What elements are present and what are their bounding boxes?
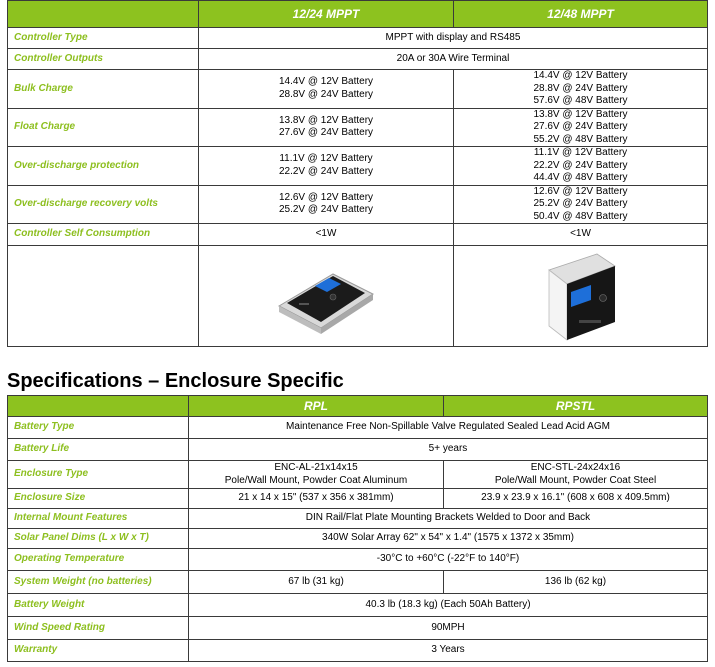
- cell-b: 136 lb (62 kg): [444, 571, 708, 594]
- row-label: Battery Life: [8, 439, 189, 461]
- column-header-12-48: 12/48 MPPT: [454, 1, 708, 28]
- merged-value: 340W Solar Array 62" x 54" x 1.4" (1575 x 1372 x 35mm): [189, 529, 708, 549]
- merged-value: 40.3 lb (18.3 kg) (Each 50Ah Battery): [189, 594, 708, 617]
- cell-a: ENC-AL-21x14x15 Pole/Wall Mount, Powder Coat Aluminum: [189, 461, 444, 489]
- row-label: Internal Mount Features: [8, 509, 189, 529]
- controller-12-24-image-cell: [199, 246, 454, 347]
- enclosure-spec-table: [7, 395, 708, 662]
- row-label: Controller Self Consumption: [8, 224, 199, 246]
- row-label: Float Charge: [8, 108, 199, 147]
- controller-12-48-image-cell: [454, 246, 708, 347]
- controller-spec-table: [7, 0, 708, 347]
- controller-12-48-photo: [541, 248, 621, 344]
- merged-value: 20A or 30A Wire Terminal: [199, 49, 708, 70]
- merged-value: 5+ years: [189, 439, 708, 461]
- merged-value: Maintenance Free Non-Spillable Valve Regulated Sealed Lead Acid AGM: [189, 417, 708, 439]
- row-label: Operating Temperature: [8, 549, 189, 571]
- cell-b: 23.9 x 23.9 x 16.1" (608 x 608 x 409.5mm): [444, 489, 708, 509]
- row-label: Battery Type: [8, 417, 189, 439]
- column-header-rpstl: RPSTL: [444, 396, 708, 417]
- cell-a: 13.8V @ 12V Battery 27.6V @ 24V Battery: [199, 108, 454, 147]
- image-row-blank: [8, 246, 199, 347]
- row-label: Solar Panel Dims (L x W x T): [8, 529, 189, 549]
- merged-value: 3 Years: [189, 640, 708, 662]
- cell-a: 67 lb (31 kg): [189, 571, 444, 594]
- merged-value: -30°C to +60°C (-22°F to 140°F): [189, 549, 708, 571]
- cell-a: <1W: [199, 224, 454, 246]
- row-label: Over-discharge protection: [8, 147, 199, 186]
- row-label: Wind Speed Rating: [8, 617, 189, 640]
- row-label: Enclosure Size: [8, 489, 189, 509]
- row-label: Bulk Charge: [8, 70, 199, 109]
- cell-b: 14.4V @ 12V Battery 28.8V @ 24V Battery 57.6V @ 48V Battery: [454, 70, 708, 109]
- cell-a: 14.4V @ 12V Battery 28.8V @ 24V Battery: [199, 70, 454, 109]
- column-header-12-24: 12/24 MPPT: [199, 1, 454, 28]
- controller-12-24-photo: [271, 256, 381, 336]
- cell-b: 13.8V @ 12V Battery 27.6V @ 24V Battery 55.2V @ 48V Battery: [454, 108, 708, 147]
- cell-a: 11.1V @ 12V Battery 22.2V @ 24V Battery: [199, 147, 454, 186]
- cell-b: 12.6V @ 12V Battery 25.2V @ 24V Battery 50.4V @ 48V Battery: [454, 185, 708, 224]
- merged-value: MPPT with display and RS485: [199, 28, 708, 49]
- section-title: Specifications – Enclosure Specific: [7, 370, 344, 392]
- row-label: System Weight (no batteries): [8, 571, 189, 594]
- row-label: Over-discharge recovery volts: [8, 185, 199, 224]
- column-header-rpl: RPL: [189, 396, 444, 417]
- cell-b: 11.1V @ 12V Battery 22.2V @ 24V Battery 44.4V @ 48V Battery: [454, 147, 708, 186]
- cell-a: 21 x 14 x 15" (537 x 356 x 381mm): [189, 489, 444, 509]
- header-blank-cell: [8, 1, 199, 28]
- row-label: Enclosure Type: [8, 461, 189, 489]
- header-blank-cell: [8, 396, 189, 417]
- row-label: Battery Weight: [8, 594, 189, 617]
- cell-b: <1W: [454, 224, 708, 246]
- merged-value: DIN Rail/Flat Plate Mounting Brackets Welded to Door and Back: [189, 509, 708, 529]
- cell-a: 12.6V @ 12V Battery 25.2V @ 24V Battery: [199, 185, 454, 224]
- merged-value: 90MPH: [189, 617, 708, 640]
- row-label: Controller Type: [8, 28, 199, 49]
- row-label: Warranty: [8, 640, 189, 662]
- cell-b: ENC-STL-24x24x16 Pole/Wall Mount, Powder Coat Steel: [444, 461, 708, 489]
- row-label: Controller Outputs: [8, 49, 199, 70]
